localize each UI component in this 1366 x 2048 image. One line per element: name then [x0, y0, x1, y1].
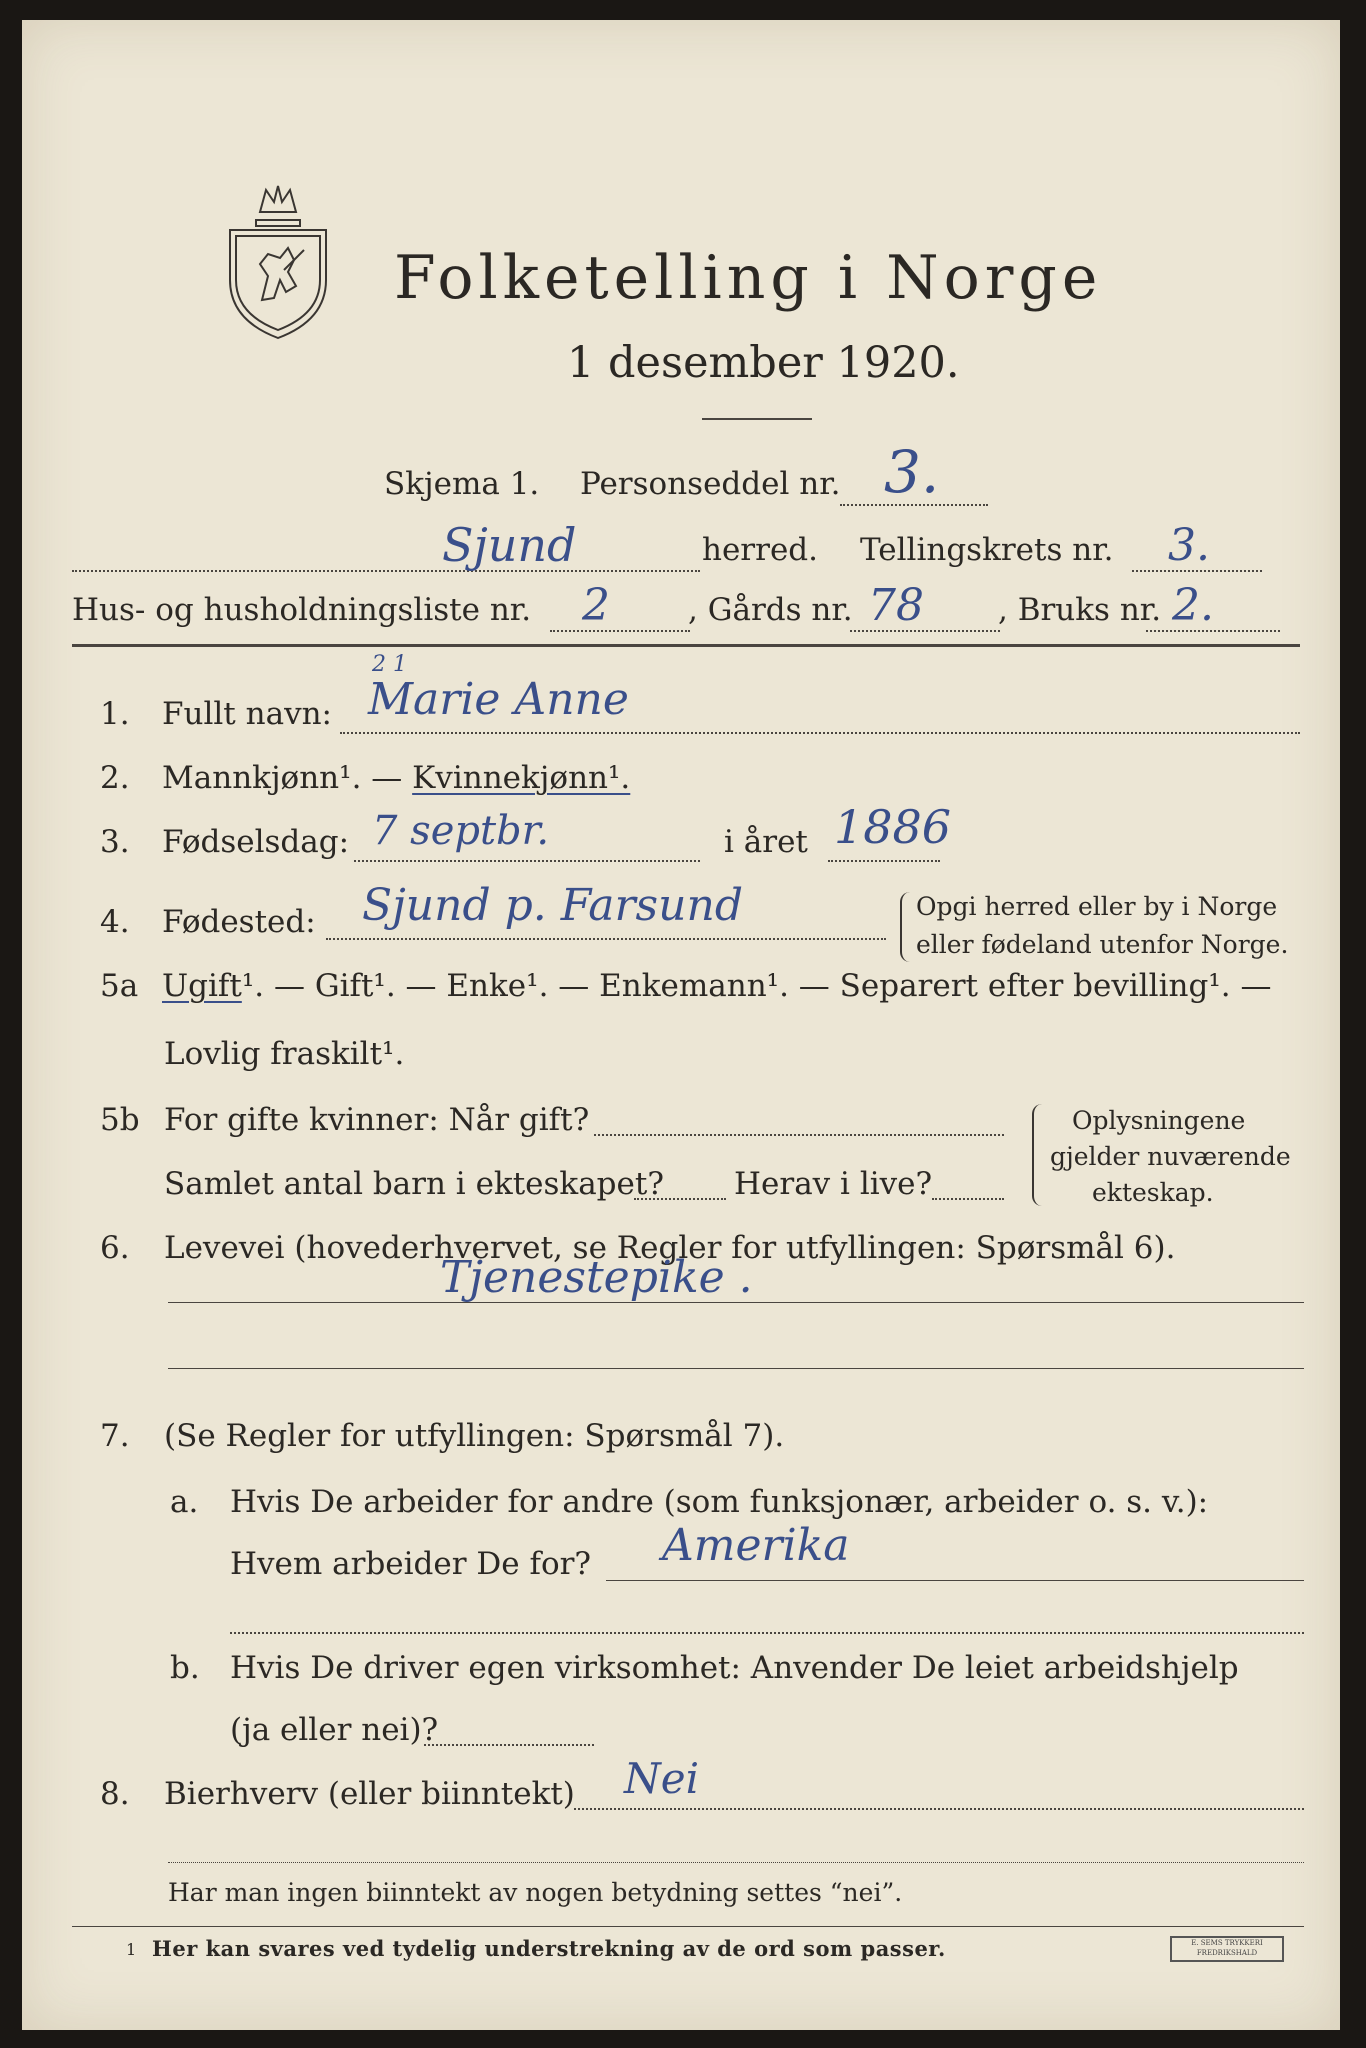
q8-label: Bierhverv (eller biinntekt) [164, 1776, 575, 1812]
footer-divider [72, 1926, 1304, 1927]
herred-label: herred. [702, 532, 818, 568]
q4-note-line2: eller fødeland utenfor Norge. [916, 930, 1289, 959]
personseddel-value: 3. [884, 438, 940, 506]
title-divider [702, 418, 812, 420]
form-title: Folketelling i Norge [394, 243, 1103, 313]
q4-number: 4. [100, 904, 130, 940]
q5b-label-i-live: Herav i live? [734, 1166, 933, 1202]
census-form [22, 20, 1340, 2030]
hus-label: Hus- og husholdningsliste nr. [72, 592, 532, 628]
q3-year-value: 1886 [834, 800, 952, 854]
q1-value: Marie Anne [368, 674, 629, 725]
q7a-field-line-1 [606, 1580, 1304, 1581]
bruks-label: , Bruks nr. [998, 592, 1162, 628]
q4-label: Fødested: [162, 904, 316, 940]
herred-field-line [72, 570, 700, 572]
q2-number: 2. [100, 760, 130, 796]
q7-number: 7. [100, 1418, 130, 1454]
q5a-option-fraskilt[interactable]: Lovlig fraskilt¹. [164, 1036, 405, 1072]
printer-stamp: E. SEMS TRYKKERI FREDRIKSHALD [1170, 1936, 1284, 1962]
q7a-label-line1: Hvis De arbeider for andre (som funksjonær, arbeider o. s. v.): [230, 1484, 1209, 1520]
q5b-i-live-field-line [932, 1198, 1004, 1200]
q7a-value: Amerika [662, 1520, 850, 1571]
q3-year-label: i året [724, 824, 808, 860]
q5b-barn-field-line [634, 1198, 726, 1200]
q3-number: 3. [100, 824, 130, 860]
gards-value: 78 [868, 580, 924, 631]
q2-option-mann[interactable]: Mannkjønn¹. — [162, 760, 413, 796]
q3-label: Fødselsdag: [162, 824, 350, 860]
q7b-field-line [424, 1744, 594, 1746]
herred-value: Sjund [442, 518, 577, 572]
q1-number: 1. [100, 696, 130, 732]
q4-field-line [326, 938, 886, 940]
personseddel-label: Personseddel nr. [580, 466, 841, 502]
q5b-note-line2: gjelder nuværende [1050, 1142, 1291, 1171]
skjema-label: Skjema 1. [384, 466, 540, 502]
q5b-label-barn: Samlet antal barn i ekteskapet? [164, 1166, 664, 1202]
q6-label: Levevei (hovederhvervet, se Regler for utfyllingen: Spørsmål 6). [164, 1230, 1176, 1266]
q5a-option-ugift[interactable]: Ugift [162, 968, 242, 1004]
q1-correction-marks: 2 1 [372, 652, 407, 677]
q2-options [162, 760, 630, 796]
q1-label: Fullt navn: [162, 696, 332, 732]
q5a-number: 5a [100, 968, 139, 1004]
q7a-letter: a. [170, 1484, 199, 1520]
q3-value: 7 septbr. [372, 808, 550, 854]
q5a-options [162, 968, 1271, 1004]
q5b-number: 5b [100, 1102, 140, 1138]
hus-value: 2 [582, 580, 610, 631]
q7a-label-line2: Hvem arbeider De for? [230, 1546, 592, 1582]
q2-option-kvinne[interactable]: Kvinnekjønn¹. [412, 760, 631, 796]
q4-value: Sjund p. Farsund [362, 880, 743, 931]
q8-extra-line [168, 1862, 1304, 1863]
q4-note-line1: Opgi herred eller by i Norge [916, 892, 1278, 921]
q7b-letter: b. [170, 1650, 200, 1686]
footnote-text: Her kan svares ved tydelig understrekning av de ord som passer. [152, 1936, 946, 1961]
tellingskrets-label: Tellingskrets nr. [860, 532, 1114, 568]
form-date: 1 desember 1920. [567, 338, 960, 388]
q8-value: Nei [624, 1754, 700, 1803]
q8-number: 8. [100, 1776, 130, 1812]
gards-label: , Gårds nr. [688, 592, 853, 628]
tellingskrets-value: 3. [1168, 520, 1210, 571]
q5b-note-line1: Oplysningene [1072, 1106, 1246, 1135]
q7b-label-line1: Hvis De driver egen virksomhet: Anvender De leiet arbeidshjelp [230, 1650, 1239, 1686]
header-divider [72, 644, 1300, 647]
q8-field-line [574, 1808, 1304, 1810]
q6-number: 6. [100, 1230, 130, 1266]
q7a-field-line-2 [230, 1632, 1304, 1634]
norway-coat-of-arms-icon [222, 180, 334, 340]
footer-note: Har man ingen biinntekt av nogen betydning settes “nei”. [168, 1878, 903, 1907]
bruks-value: 2. [1172, 580, 1214, 631]
q5b-note-line3: ekteskap. [1092, 1178, 1214, 1207]
q7b-label-line2: (ja eller nei)? [230, 1712, 439, 1748]
q6-value: Tjenestepike . [440, 1252, 753, 1303]
q5b-nar-gift-field-line [594, 1134, 1004, 1136]
q6-field-line-2 [168, 1368, 1304, 1369]
footnote-mark: 1 [126, 1940, 137, 1959]
q4-note-brace [900, 892, 912, 962]
q5b-note-brace [1032, 1104, 1044, 1206]
q1-field-line [340, 732, 1300, 734]
q5b-label-nar-gift: For gifte kvinner: Når gift? [164, 1102, 590, 1138]
hus-field-line [550, 630, 690, 632]
q3-date-field-line [354, 860, 700, 862]
q7-label: (Se Regler for utfyllingen: Spørsmål 7). [164, 1418, 785, 1454]
q5a-option-rest[interactable]: ¹. — Gift¹. — Enke¹. — Enkemann¹. — Separert efter bevilling¹. — [241, 968, 1272, 1004]
q3-year-field-line [828, 860, 940, 862]
